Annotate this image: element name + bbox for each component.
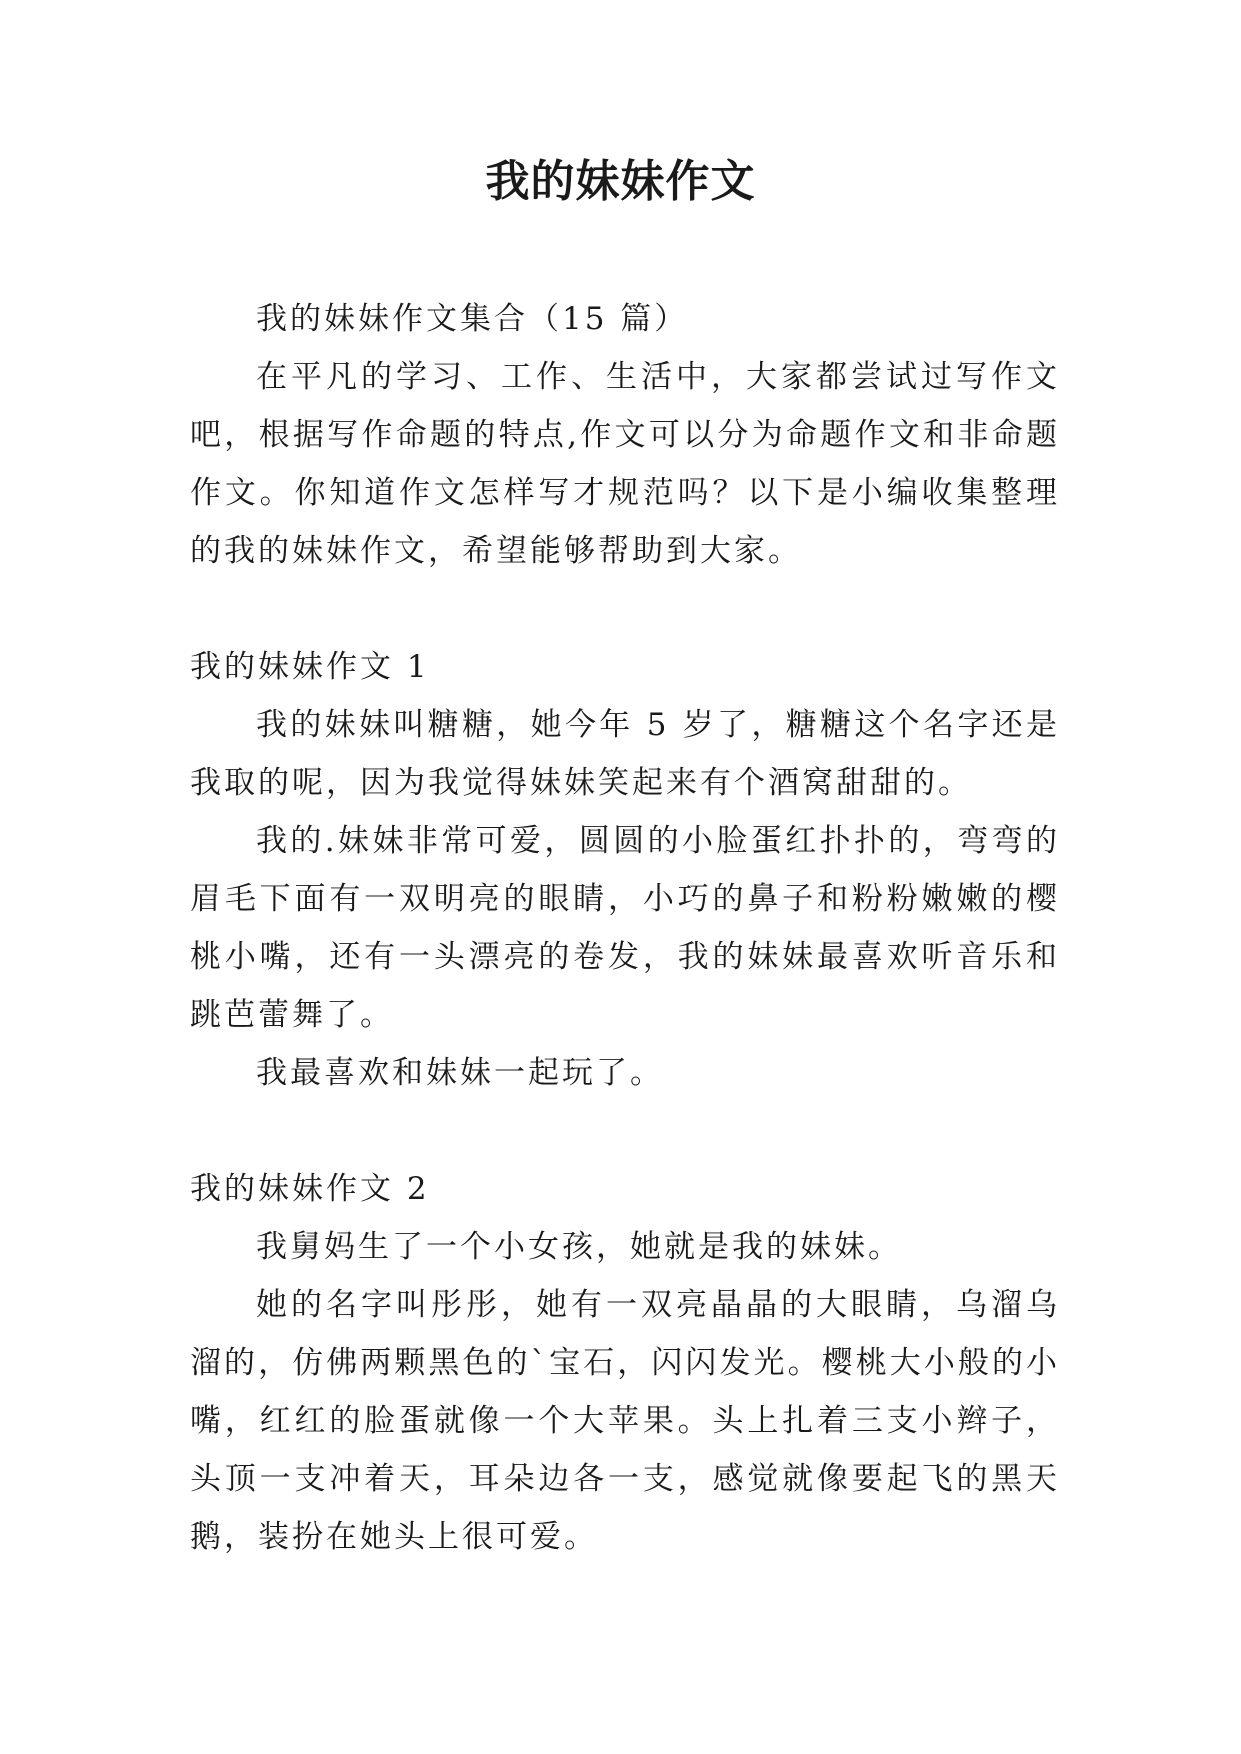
essay-2-paragraph: 她的名字叫彤彤，她有一双亮晶晶的大眼睛，乌溜乌溜的，仿佛两颗黑色的`宝石，闪闪发光。樱桃大小般的小嘴，红红的脸蛋就像一个大苹果。头上扎着三支小辫子，头顶一支冲着天，耳朵边各一支，感觉就像要起飞的黑天鹅，装扮在她头上很可爱。 bbox=[190, 1287, 1060, 1555]
document-subtitle: 我的妹妹作文集合（15 篇） bbox=[256, 301, 689, 337]
essay-1-paragraph: 我最喜欢和妹妹一起玩了。 bbox=[256, 1055, 664, 1091]
essay-2-heading: 我的妹妹作文 2 bbox=[190, 1171, 430, 1207]
essay-1-paragraph: 我的.妹妹非常可爱，圆圆的小脸蛋红扑扑的，弯弯的眉毛下面有一双明亮的眼睛，小巧的鼻子和粉粉嫩嫩的樱桃小嘴，还有一头漂亮的卷发，我的妹妹最喜欢听音乐和跳芭蕾舞了。 bbox=[190, 823, 1060, 1033]
essay-1-paragraph: 我的妹妹叫糖糖，她今年 5 岁了，糖糖这个名字还是我取的呢，因为我觉得妹妹笑起来有个酒窝甜甜的。 bbox=[190, 707, 1060, 801]
document-body bbox=[190, 290, 1060, 1566]
essay-2-paragraph: 我舅妈生了一个小女孩，她就是我的妹妹。 bbox=[256, 1229, 902, 1265]
intro-paragraph: 在平凡的学习、工作、生活中，大家都尝试过写作文吧，根据写作命题的特点,作文可以分为命题作文和非命题作文。你知道作文怎样写才规范吗？以下是小编收集整理的我的妹妹作文，希望能够帮助到大家。 bbox=[190, 359, 1060, 569]
document-title: 我的妹妹作文 bbox=[485, 156, 756, 207]
essay-1-heading: 我的妹妹作文 1 bbox=[190, 649, 430, 685]
